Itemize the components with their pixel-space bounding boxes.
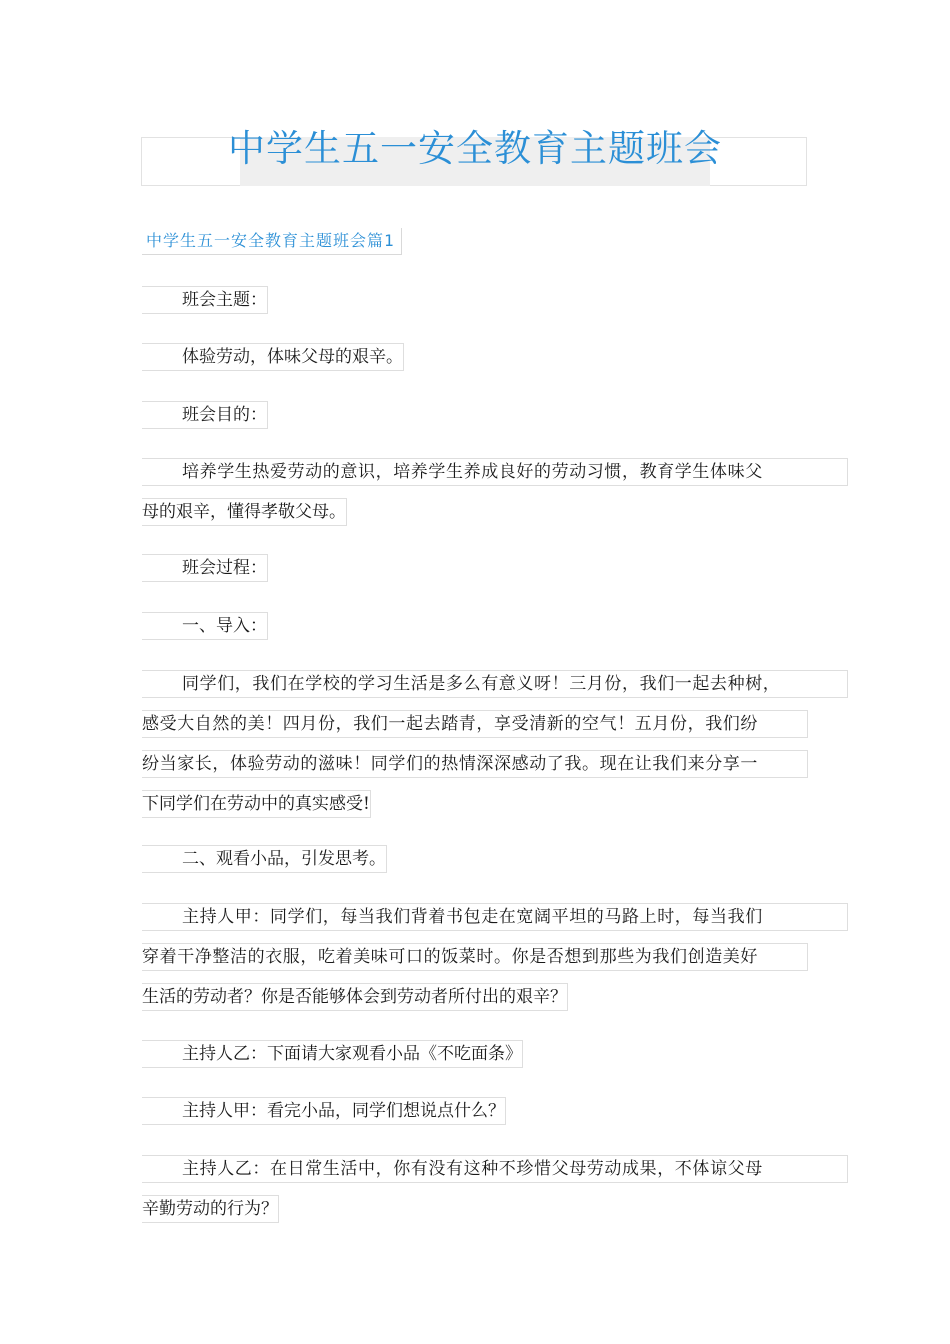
paragraph-host-b-2 — [142, 1155, 808, 1235]
paragraph-host-b-1 — [142, 1040, 808, 1080]
paragraph-line: 体验劳动，体味父母的艰辛。 — [142, 343, 404, 371]
paragraph-line: 班会过程： — [142, 554, 268, 582]
paragraph-purpose — [142, 458, 808, 538]
paragraph-line: 培养学生热爱劳动的意识，培养学生养成良好的劳动习惯，教育学生体味父 — [142, 458, 848, 486]
paragraph-host-a-1 — [142, 903, 808, 1023]
paragraph-line: 主持人甲：看完小品，同学们想说点什么？ — [142, 1097, 506, 1125]
paragraph-line: 班会目的： — [142, 401, 268, 429]
paragraph-line: 感受大自然的美！四月份，我们一起去踏青，享受清新的空气！五月份，我们纷 — [142, 710, 808, 738]
paragraph-line: 母的艰辛，懂得孝敬父母。 — [142, 498, 347, 526]
paragraph-line: 穿着干净整洁的衣服，吃着美味可口的饭菜时。你是否想到那些为我们创造美好 — [142, 943, 808, 971]
paragraph-line: 纷当家长，体验劳动的滋味！同学们的热情深深感动了我。现在让我们来分享一 — [142, 750, 808, 778]
paragraph-line: 生活的劳动者？你是否能够体会到劳动者所付出的艰辛？ — [142, 983, 568, 1011]
paragraph-theme-label — [142, 286, 808, 326]
paragraph-line: 二、观看小品，引发思考。 — [142, 845, 387, 873]
paragraph-line: 下同学们在劳动中的真实感受! — [142, 790, 371, 818]
paragraph-line: 主持人乙：下面请大家观看小品《不吃面条》 — [142, 1040, 523, 1068]
paragraph-intro — [142, 670, 808, 830]
paragraph-line: 同学们，我们在学校的学习生活是多么有意义呀！三月份，我们一起去种树， — [142, 670, 848, 698]
paragraph-line: 班会主题： — [142, 286, 268, 314]
document-title: 中学生五一安全教育主题班会 — [228, 127, 722, 170]
paragraph-intro-label — [142, 612, 808, 652]
paragraph-theme — [142, 343, 808, 383]
paragraph-line: 主持人乙：在日常生活中，你有没有这种不珍惜父母劳动成果，不体谅父母 — [142, 1155, 848, 1183]
paragraph-process-label — [142, 554, 808, 594]
paragraph-line: 辛勤劳动的行为？ — [142, 1195, 279, 1223]
paragraph-line: 主持人甲：同学们，每当我们背着书包走在宽阔平坦的马路上时，每当我们 — [142, 903, 848, 931]
paragraph-skit-label — [142, 845, 808, 885]
paragraph-line: 一、导入： — [142, 612, 268, 640]
paragraph-purpose-label — [142, 401, 808, 441]
paragraph-host-a-2 — [142, 1097, 808, 1137]
section-heading: 中学生五一安全教育主题班会篇1 — [142, 228, 402, 255]
